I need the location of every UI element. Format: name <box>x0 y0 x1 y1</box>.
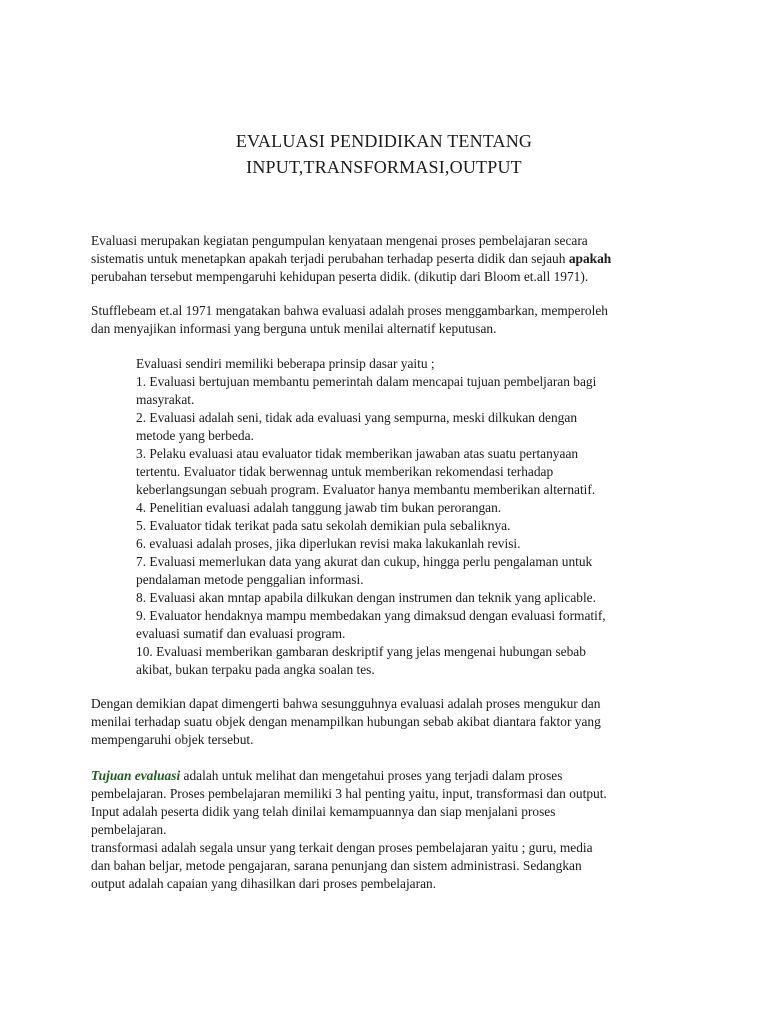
paragraph-line: pembelajaran. Proses pembelajaran memiliki 3 hal penting yaitu, input, transformasi dan output. <box>91 786 607 801</box>
paragraph-text: sistematis untuk menetapkan apakah terjadi perubahan terhadap peserta didik dan sejauh <box>91 251 569 266</box>
paragraph-line: mempengaruhi objek tersebut. <box>91 732 254 747</box>
paragraph-line: Stufflebeam et.al 1971 mengatakan bahwa evaluasi adalah proses menggambarkan, memperoleh <box>91 303 608 318</box>
document-title-line2: INPUT,TRANSFORMASI,OUTPUT <box>246 157 522 177</box>
paragraph-line <box>91 767 691 785</box>
principles-line: 9. Evaluator hendaknya mampu membedakan yang dimaksud dengan evaluasi formatif, <box>136 608 606 623</box>
paragraph-line: dan bahan beljar, metode pengajaran, sarana penunjang dan sistem administrasi. Sedangkan <box>91 858 582 873</box>
paragraph-text: adalah untuk melihat dan mengetahui proses yang terjadi dalam proses <box>180 768 563 783</box>
principles-line: 4. Penelitian evaluasi adalah tanggung jawab tim bukan perorangan. <box>136 500 502 515</box>
paragraph-line: output adalah capaian yang dihasilkan dari proses pembelajaran. <box>91 876 437 891</box>
principles-line: 5. Evaluator tidak terikat pada satu sekolah demikian pula sebaliknya. <box>136 518 511 533</box>
principles-line: masyrakat. <box>136 392 195 407</box>
paragraph-line: menilai terhadap suatu objek dengan menampilkan hubungan sebab akibat diantara faktor yang <box>91 714 601 729</box>
principles-line: metode yang berbeda. <box>136 428 254 443</box>
principles-line: 3. Pelaku evaluasi atau evaluator tidak memberikan jawaban atas suatu pertanyaan <box>136 446 579 461</box>
principles-line: keberlangsungan sebuah program. Evaluator hanya membantu memberikan alternatif. <box>136 482 596 497</box>
principles-line: 8. Evaluasi akan mntap apabila dilkukan dengan instrumen dan teknik yang aplicable. <box>136 590 596 605</box>
principles-line: evaluasi sumatif dan evaluasi program. <box>136 626 346 641</box>
paragraph-line: transformasi adalah segala unsur yang terkait dengan proses pembelajaran yaitu ; guru, media <box>91 840 593 855</box>
paragraph-line: Evaluasi merupakan kegiatan pengumpulan kenyataan mengenai proses pembelajaran secara <box>91 233 588 248</box>
paragraph-stufflebeam <box>91 302 691 338</box>
paragraph-line: dan menyajikan informasi yang berguna untuk menilai alternatif keputusan. <box>91 321 497 336</box>
principles-line: 10. Evaluasi memberikan gambaran deskriptif yang jelas mengenai hubungan sebab <box>136 644 586 659</box>
tujuan-evaluasi-term: Tujuan evaluasi <box>91 768 181 783</box>
paragraph-definition <box>91 232 691 286</box>
principles-list <box>136 355 696 679</box>
paragraph-tujuan-evaluasi <box>91 767 691 893</box>
paragraph-line: perubahan tersebut mempengaruhi kehidupan peserta didik. (dikutip dari Bloom et.all 1971). <box>91 269 589 284</box>
paragraph-line <box>91 250 691 268</box>
paragraph-line: pembelajaran. <box>91 822 167 837</box>
paragraph-line: Input adalah peserta didik yang telah dinilai kemampuannya dan siap menjalani proses <box>91 804 556 819</box>
paragraph-line: Dengan demikian dapat dimengerti bahwa sesungguhnya evaluasi adalah proses mengukur dan <box>91 696 601 711</box>
document-title-line1: EVALUASI PENDIDIKAN TENTANG <box>235 131 533 151</box>
principles-line: 6. evaluasi adalah proses, jika diperlukan revisi maka lakukanlah revisi. <box>136 536 521 551</box>
principles-line: 7. Evaluasi memerlukan data yang akurat dan cukup, hingga perlu pengalaman untuk <box>136 554 593 569</box>
principles-line: 1. Evaluasi bertujuan membantu pemerintah dalam mencapai tujuan pembeljaran bagi <box>136 374 597 389</box>
principles-line: 2. Evaluasi adalah seni, tidak ada evaluasi yang sempurna, meski dilkukan dengan <box>136 410 578 425</box>
principles-line: pendalaman metode penggalian informasi. <box>136 572 364 587</box>
bold-word: apakah <box>568 251 612 266</box>
principles-line: akibat, bukan terpaku pada angka soalan tes. <box>136 662 375 677</box>
principles-line: tertentu. Evaluator tidak berwennag untuk memberikan rekomendasi terhadap <box>136 464 554 479</box>
principles-line: Evaluasi sendiri memiliki beberapa prinsip dasar yaitu ; <box>136 356 435 371</box>
paragraph-conclusion <box>91 695 691 749</box>
